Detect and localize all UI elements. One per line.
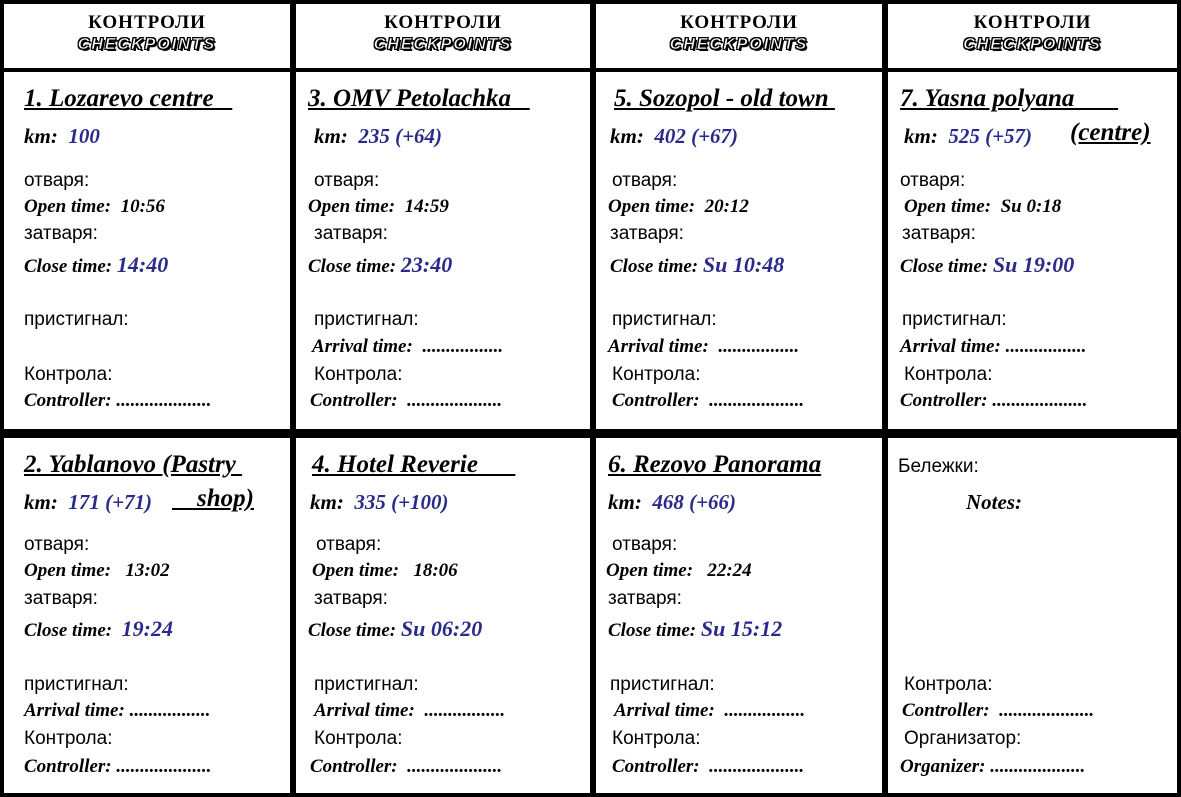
checkpoint-km: km: 402 (+67) <box>610 124 739 148</box>
open-label-bg: отваря: <box>314 170 380 191</box>
checkpoint-3 <box>296 72 590 429</box>
checkpoint-7 <box>888 72 1177 429</box>
organizer-label-bg: Организатор: <box>904 728 1022 749</box>
arrival-label-bg: пристигнал: <box>612 309 717 330</box>
close-label-bg: затваря: <box>610 223 684 244</box>
controller-field: Controller: .................... <box>310 390 503 411</box>
header-en: CHECKPOINTS <box>373 36 513 53</box>
close-time: Close time: 19:24 <box>24 616 173 641</box>
controller-label-bg: Контрола: <box>904 674 993 695</box>
arrival-label-bg: пристигнал: <box>902 309 1007 330</box>
close-time: Close time: 23:40 <box>308 252 453 277</box>
open-time: Open time: 10:56 <box>24 196 165 217</box>
notes-cell <box>888 438 1177 793</box>
header-col-2 <box>296 4 590 68</box>
checkpoint-km: km: 525 (+57) <box>904 124 1033 148</box>
notes-label-bg: Бележки: <box>898 456 979 477</box>
open-time: Open time: 20:12 <box>608 196 749 217</box>
arrival-field: Arrival time: ................. <box>24 700 211 721</box>
header-bg: КОНТРОЛИ <box>973 12 1092 33</box>
header-col-4 <box>888 4 1177 68</box>
controller-field: Controller: .................... <box>310 756 503 777</box>
open-time: Open time: 22:24 <box>606 560 752 581</box>
checkpoint-title: 6. Rezovo Panorama <box>608 451 822 478</box>
checkpoint-km: km: 468 (+66) <box>608 490 737 514</box>
header-en: CHECKPOINTS <box>669 36 809 53</box>
checkpoint-title-cont: shop) <box>172 485 254 512</box>
notes-label-en: Notes: <box>966 490 1022 514</box>
open-time: Open time: 14:59 <box>308 196 449 217</box>
arrival-field: Arrival time: ................. <box>900 336 1087 357</box>
controller-label-bg: Контрола: <box>24 364 113 385</box>
checkpoint-title: 1. Lozarevo centre <box>24 85 233 112</box>
header-en: CHECKPOINTS <box>963 36 1102 53</box>
close-label-bg: затваря: <box>24 588 98 609</box>
open-time: Open time: 18:06 <box>312 560 458 581</box>
checkpoint-title: 3. OMV Petolachka <box>308 85 530 112</box>
controller-field: Controller: .................... <box>24 756 212 777</box>
open-label-bg: отваря: <box>24 534 90 555</box>
open-label-bg: отваря: <box>24 170 90 191</box>
checkpoint-4 <box>296 438 590 793</box>
open-label-bg: отваря: <box>900 170 966 191</box>
close-time: Close time: Su 15:12 <box>608 616 783 641</box>
arrival-field: Arrival time: ................. <box>614 700 806 721</box>
controller-label-bg: Контрола: <box>24 728 113 749</box>
controller-label-bg: Контрола: <box>612 728 701 749</box>
checkpoint-title-cont: (centre) <box>1070 119 1151 146</box>
header-bg: КОНТРОЛИ <box>680 12 798 33</box>
controller-label-bg: Контрола: <box>314 364 403 385</box>
open-label-bg: отваря: <box>612 170 678 191</box>
controller-field: Controller: .................... <box>902 700 1095 721</box>
checkpoint-km: km: 335 (+100) <box>310 490 449 514</box>
checkpoint-km: km: 235 (+64) <box>314 124 443 148</box>
open-label-bg: отваря: <box>316 534 382 555</box>
close-time: Close time: Su 10:48 <box>610 252 785 277</box>
checkpoint-title: 7. Yasna polyana <box>900 85 1119 112</box>
open-time: Open time: Su 0:18 <box>904 196 1062 217</box>
close-label-bg: затваря: <box>314 588 388 609</box>
controller-label-bg: Контрола: <box>904 364 993 385</box>
arrival-label-bg: пристигнал: <box>24 309 129 330</box>
header-bg: КОНТРОЛИ <box>384 12 502 33</box>
controller-label-bg: Контрола: <box>612 364 701 385</box>
controller-field: Controller: .................... <box>900 390 1088 411</box>
header-en: CHECKPOINTS <box>77 36 217 53</box>
close-time: Close time: 14:40 <box>24 252 169 277</box>
arrival-label-bg: пристигнал: <box>24 674 129 695</box>
arrival-field: Arrival time: ................. <box>608 336 800 357</box>
arrival-field: Arrival time: ................. <box>314 700 506 721</box>
checkpoint-6 <box>596 438 882 793</box>
close-label-bg: затваря: <box>902 223 976 244</box>
organizer-field: Organizer: .................... <box>900 756 1086 777</box>
arrival-label-bg: пристигнал: <box>314 309 419 330</box>
controller-label-bg: Контрола: <box>314 728 403 749</box>
close-time: Close time: Su 06:20 <box>308 616 483 641</box>
checkpoint-km: km: 100 <box>24 124 100 148</box>
close-label-bg: затваря: <box>24 223 98 244</box>
open-time: Open time: 13:02 <box>24 560 170 581</box>
checkpoint-5 <box>596 72 882 429</box>
controller-field: Controller: .................... <box>612 756 805 777</box>
arrival-label-bg: пристигнал: <box>610 674 715 695</box>
header-col-3 <box>596 4 882 68</box>
checkpoint-2 <box>4 438 290 793</box>
close-label-bg: затваря: <box>314 223 388 244</box>
header-col-1 <box>4 4 290 68</box>
checkpoint-1 <box>4 72 290 429</box>
checkpoint-km: km: 171 (+71) <box>24 490 153 514</box>
open-label-bg: отваря: <box>612 534 678 555</box>
header-bg: КОНТРОЛИ <box>88 12 206 33</box>
controller-field: Controller: .................... <box>612 390 805 411</box>
checkpoint-title: 4. Hotel Reverie <box>312 451 516 478</box>
close-label-bg: затваря: <box>608 588 682 609</box>
arrival-field: Arrival time: ................. <box>312 336 504 357</box>
close-time: Close time: Su 19:00 <box>900 252 1075 277</box>
controller-field: Controller: .................... <box>24 390 212 411</box>
checkpoint-title: 5. Sozopol - old town <box>614 85 835 112</box>
arrival-label-bg: пристигнал: <box>314 674 419 695</box>
checkpoint-title: 2. Yablanovo (Pastry <box>24 451 243 478</box>
